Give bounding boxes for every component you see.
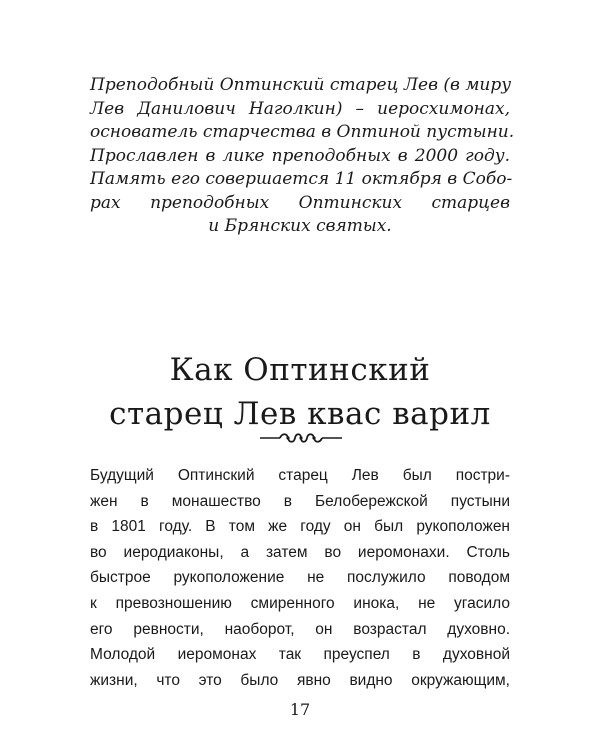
body-line: его ревности, наоборот, он возрастал духовно. xyxy=(90,620,510,638)
chapter-title-line: старец Лев квас варил xyxy=(109,396,491,432)
intro-paragraph xyxy=(90,74,515,239)
intro-line: Прославлен в лике преподобных в 2000 году. xyxy=(90,145,510,166)
intro-line: Преподобный Оптинский старец Лев (в миру xyxy=(90,75,512,95)
body-line: в 1801 году. В том же году он был рукоположен xyxy=(90,518,510,536)
body-line: жизни, что это было явно видно окружающим, xyxy=(90,671,510,689)
body-line: жен в монашество в Белобережской пустыни xyxy=(90,492,510,510)
intro-line: и Брянских святых. xyxy=(208,216,392,236)
intro-line: рах преподобных Оптинских старцев xyxy=(90,192,510,213)
body-line: к превозношению смиренного инока, не угасило xyxy=(90,594,510,612)
flourish-ornament-icon xyxy=(258,430,344,446)
page-number: 17 xyxy=(289,700,311,719)
body-paragraph xyxy=(90,463,510,693)
intro-line: Память его совершается 11 октября в Собо- xyxy=(90,169,513,189)
intro-line: основатель старчества в Оптиной пустыни. xyxy=(90,122,515,142)
body-line: Будущий Оптинский старец Лев был постри- xyxy=(90,467,510,484)
chapter-title-line: Как Оптинский xyxy=(169,352,431,388)
chapter-title xyxy=(60,348,540,436)
intro-line: Лев Данилович Наголкин) – иеросхимонах, xyxy=(90,98,510,119)
body-line: во иеродиаконы, а затем во иеромонахи. Столь xyxy=(90,543,510,561)
body-line: быстрое рукоположение не послужило поводом xyxy=(90,569,510,587)
body-line: Молодой иеромонах так преуспел в духовной xyxy=(90,646,510,664)
